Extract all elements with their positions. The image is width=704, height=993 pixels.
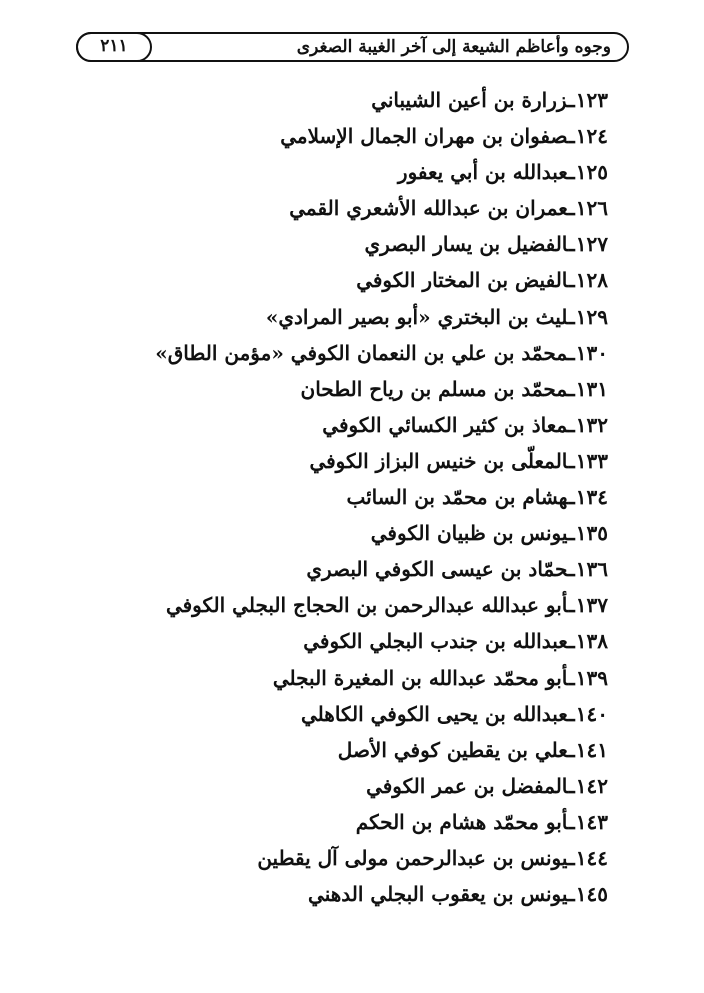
- list-item: [155, 371, 608, 407]
- entry-name: أبو عبدالله عبدالرحمن بن الحجاج البجلي الكوفي: [165, 593, 568, 618]
- list-item: [155, 587, 608, 623]
- entry-name: الفيض بن المختار الكوفي: [356, 268, 568, 293]
- entry-name: يونس بن ظبيان الكوفي: [370, 521, 568, 546]
- entry-dash: ـ: [568, 593, 575, 618]
- list-item: [155, 623, 608, 659]
- entry-name: يونس بن عبدالرحمن مولى آل يقطين: [257, 845, 568, 870]
- entry-name: أبو محمّد عبدالله بن المغيرة البجلي: [272, 665, 568, 690]
- entry-dash: ـ: [568, 485, 575, 510]
- entry-name: المفضل بن عمر الكوفي: [366, 773, 568, 798]
- entry-dash: ـ: [568, 629, 575, 654]
- entry-number: ١٤٥: [575, 882, 608, 907]
- entry-number: ١٣٠: [575, 340, 608, 365]
- page-number: ٢١١: [76, 32, 152, 62]
- entry-name: عبدالله بن يحيى الكوفي الكاهلي: [301, 701, 568, 726]
- list-item: [155, 551, 608, 587]
- entry-number: ١٢٩: [575, 304, 608, 329]
- entry-name: محمّد بن مسلم بن رياح الطحان: [300, 376, 568, 401]
- list-item: [155, 696, 608, 732]
- entry-name: عبدالله بن جندب البجلي الكوفي: [303, 629, 568, 654]
- entry-number: ١٢٤: [575, 124, 608, 149]
- entry-number: ١٣٣: [575, 448, 608, 473]
- list-item: [155, 154, 608, 190]
- entry-number: ١٢٧: [575, 232, 608, 257]
- entry-dash: ـ: [568, 557, 575, 582]
- entry-number: ١٢٥: [575, 160, 608, 185]
- entry-name: هشام بن محمّد بن السائب: [346, 485, 568, 510]
- entry-dash: ـ: [568, 448, 575, 473]
- entry-dash: ـ: [568, 882, 575, 907]
- entry-name: محمّد بن علي بن النعمان الكوفي «مؤمن الطاق»: [155, 340, 568, 365]
- entry-number: ١٤٤: [575, 845, 608, 870]
- entry-number: ١٤٣: [575, 809, 608, 834]
- entry-dash: ـ: [568, 196, 575, 221]
- list-item: [155, 118, 608, 154]
- list-item: [155, 660, 608, 696]
- entry-dash: ـ: [568, 268, 575, 293]
- entry-number: ١٣٧: [575, 593, 608, 618]
- list-item: [155, 335, 608, 371]
- entry-dash: ـ: [568, 737, 575, 762]
- list-item: [155, 804, 608, 840]
- entry-dash: ـ: [568, 340, 575, 365]
- entry-dash: ـ: [568, 160, 575, 185]
- entry-dash: ـ: [568, 809, 575, 834]
- entry-name: زرارة بن أعين الشيباني: [371, 88, 568, 112]
- list-item: [155, 768, 608, 804]
- list-item: [155, 407, 608, 443]
- entry-name: الفضيل بن يسار البصري: [364, 232, 568, 257]
- entry-name: عبدالله بن أبي يعفور: [397, 160, 568, 185]
- list-item: [155, 190, 608, 226]
- entry-number: ١٣٢: [575, 412, 608, 437]
- entry-dash: ـ: [568, 304, 575, 329]
- entry-number: ١٤٢: [575, 773, 608, 798]
- entry-number: ١٣٤: [575, 485, 608, 510]
- entry-name: عمران بن عبدالله الأشعري القمي: [289, 196, 568, 221]
- entry-name: علي بن يقطين كوفي الأصل: [337, 737, 568, 762]
- list-item: [155, 732, 608, 768]
- entry-dash: ـ: [568, 412, 575, 437]
- entry-number: ١٣٦: [575, 557, 608, 582]
- entry-name: أبو محمّد هشام بن الحكم: [355, 809, 568, 834]
- entry-number: ١٢٦: [575, 196, 608, 221]
- list-item: [155, 840, 608, 876]
- entry-dash: ـ: [568, 376, 575, 401]
- header-title: وجوه وأعاظم الشيعة إلى آخر الغيبة الصغرى: [296, 37, 611, 57]
- list-item: [155, 82, 608, 118]
- entry-name: المعلّى بن خنيس البزاز الكوفي: [309, 448, 568, 473]
- list-item: [155, 876, 608, 912]
- entry-number: ١٣١: [575, 376, 608, 401]
- list-item: [155, 479, 608, 515]
- entry-dash: ـ: [568, 845, 575, 870]
- entry-number: ١٤١: [575, 737, 608, 762]
- entry-dash: ـ: [568, 521, 575, 546]
- entry-dash: ـ: [568, 232, 575, 257]
- entry-dash: ـ: [568, 701, 575, 726]
- entry-dash: ـ: [568, 665, 575, 690]
- entry-dash: ـ: [568, 88, 575, 112]
- entry-number: ١٣٥: [575, 521, 608, 546]
- entry-name: معاذ بن كثير الكسائي الكوفي: [322, 412, 568, 437]
- entry-name: حمّاد بن عيسى الكوفي البصري: [306, 557, 568, 582]
- running-header: [76, 32, 629, 62]
- entry-number: ١٤٠: [575, 701, 608, 726]
- entry-name: يونس بن يعقوب البجلي الدهني: [308, 882, 568, 907]
- entry-dash: ـ: [568, 773, 575, 798]
- list-item: [155, 443, 608, 479]
- list-item: [155, 515, 608, 551]
- entry-dash: ـ: [568, 124, 575, 149]
- entry-number: ١٢٣: [575, 88, 608, 112]
- entry-number: ١٣٨: [575, 629, 608, 654]
- list-item: [155, 299, 608, 335]
- entry-list: [155, 82, 608, 912]
- list-item: [155, 226, 608, 262]
- entry-number: ١٢٨: [575, 268, 608, 293]
- entry-number: ١٣٩: [575, 665, 608, 690]
- entry-name: ليث بن البختري «أبو بصير المرادي»: [265, 304, 568, 329]
- list-item: [155, 262, 608, 298]
- entry-name: صفوان بن مهران الجمال الإسلامي: [280, 124, 568, 149]
